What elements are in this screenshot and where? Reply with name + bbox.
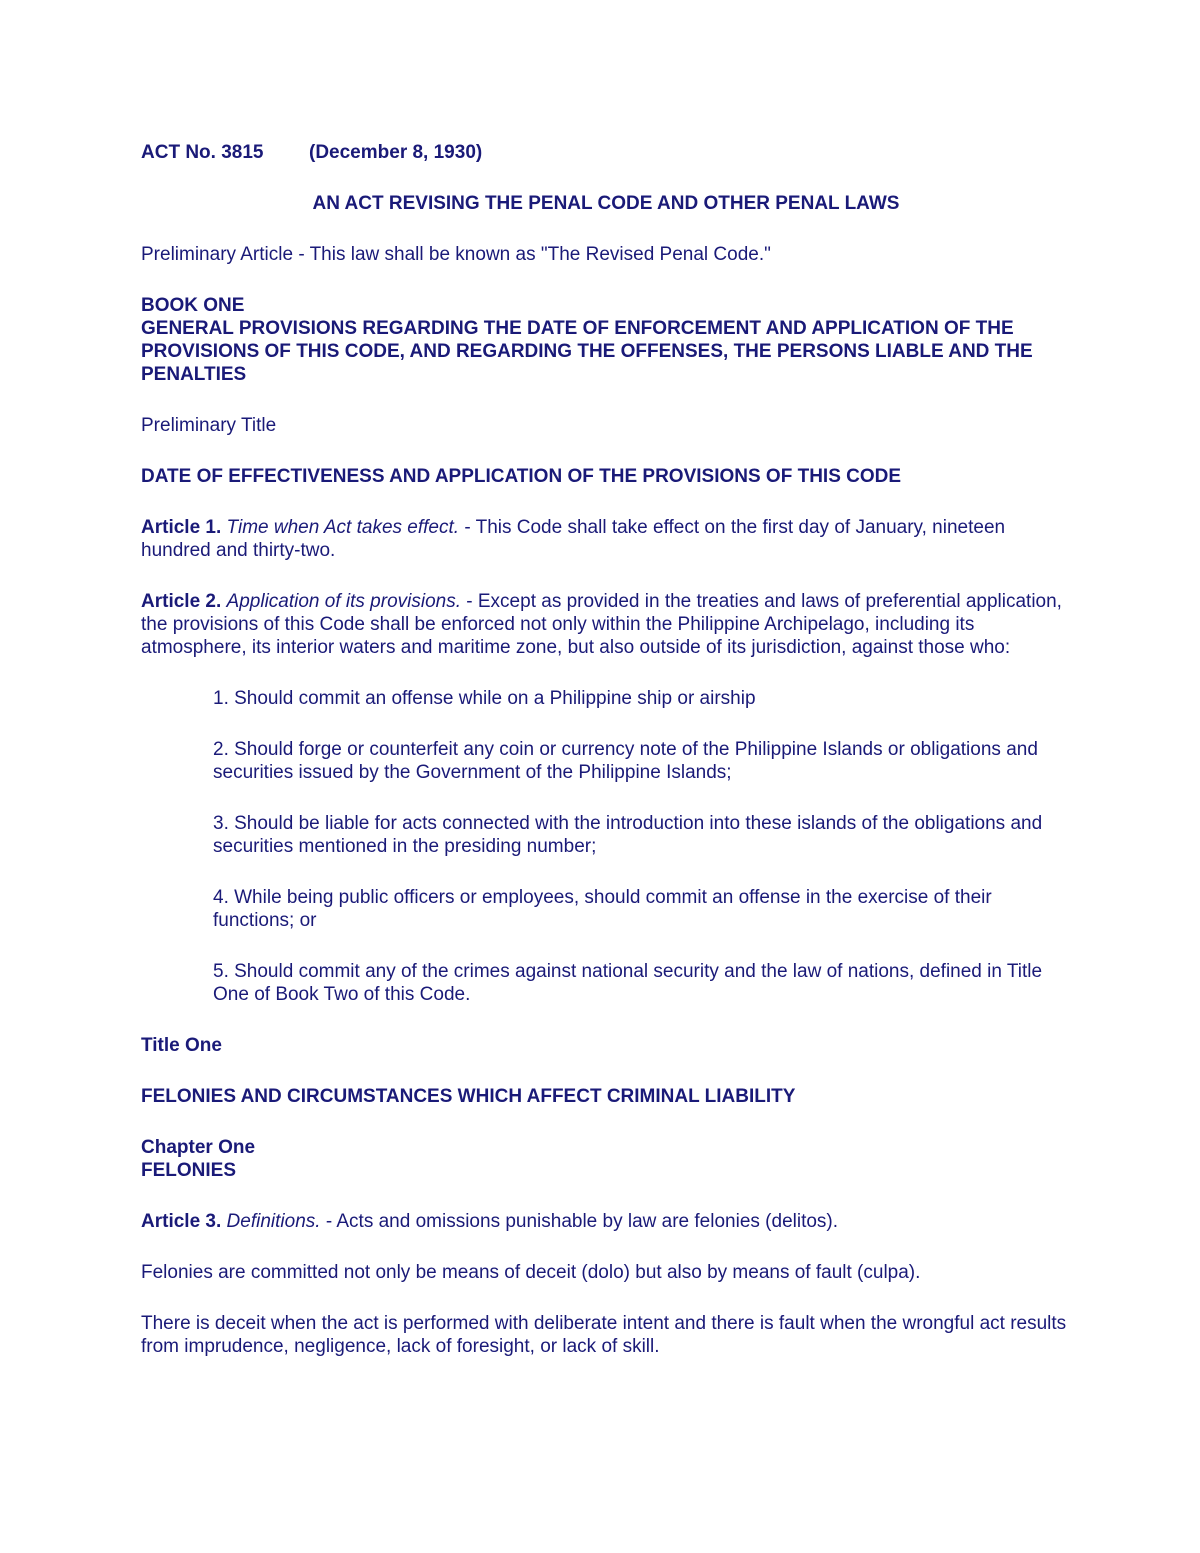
chapter-one-section (141, 1136, 1071, 1182)
article-2-caption: Application of its provisions. (226, 591, 461, 612)
act-header-line (141, 141, 1071, 164)
title-one-label: Title One (141, 1035, 222, 1056)
preliminary-title-label: Preliminary Title (141, 415, 277, 436)
preliminary-title-heading: DATE OF EFFECTIVENESS AND APPLICATION OF THE PROVISIONS OF THIS CODE (141, 466, 902, 487)
book-one-label: BOOK ONE (141, 295, 245, 316)
preliminary-article: Preliminary Article - This law shall be known as "The Revised Penal Code." (141, 244, 771, 265)
article-2 (141, 590, 1071, 659)
article-1-text: - This Code shall take effect on the first day of January, nineteen hundred and thirty-two. (141, 517, 1006, 561)
article-2-label: Article 2. (141, 591, 222, 612)
chapter-one-label: Chapter One (141, 1137, 256, 1158)
article-2-item-5: 5. Should commit any of the crimes against national security and the law of nations, defined in Title One of Book Two of this Code. (213, 961, 1043, 1005)
chapter-one-heading: FELONIES (141, 1160, 237, 1181)
article-2-item-1: 1. Should commit an offense while on a Philippine ship or airship (213, 688, 756, 709)
article-3-paragraph-1: Felonies are committed not only be means of deceit (dolo) but also by means of fault (culpa). (141, 1262, 921, 1283)
article-3 (141, 1210, 1071, 1233)
book-one-heading: GENERAL PROVISIONS REGARDING THE DATE OF ENFORCEMENT AND APPLICATION OF THE PROVISIONS OF THIS CODE, AND REGARDING THE OFFENSES, THE PERSONS LIABLE AND THE PENALTIES (141, 318, 1033, 385)
article-1-caption: Time when Act takes effect. (226, 517, 460, 538)
act-number: ACT No. 3815 (141, 142, 264, 163)
article-2-item-3: 3. Should be liable for acts connected with the introduction into these islands of the obligations and securities mentioned in the presiding number; (213, 813, 1043, 857)
article-3-text: - Acts and omissions punishable by law are felonies (delitos). (320, 1211, 839, 1232)
article-2-item-2: 2. Should forge or counterfeit any coin or currency note of the Philippine Islands or obligations and securities issued by the Government of the Philippine Islands; (213, 739, 1038, 783)
article-2-item-4: 4. While being public officers or employees, should commit an offense in the exercise of their functions; or (213, 887, 992, 931)
book-one-section (141, 294, 1071, 386)
article-1 (141, 516, 1071, 562)
act-title: AN ACT REVISING THE PENAL CODE AND OTHER PENAL LAWS (312, 193, 900, 214)
article-3-caption: Definitions. (226, 1211, 321, 1232)
act-date: (December 8, 1930) (309, 142, 483, 163)
article-1-label: Article 1. (141, 517, 222, 538)
article-3-label: Article 3. (141, 1211, 222, 1232)
document-page (141, 141, 1071, 1386)
article-3-paragraph-2: There is deceit when the act is performed with deliberate intent and there is fault when the wrongful act results from imprudence, negligence, lack of foresight, or lack of skill. (141, 1313, 1067, 1357)
title-one-heading: FELONIES AND CIRCUMSTANCES WHICH AFFECT CRIMINAL LIABILITY (141, 1086, 796, 1107)
article-2-text: - Except as provided in the treaties and laws of preferential application, the provisions of this Code shall be enforced not only within the Philippine Archipelago, including its atmosphere, its interior waters and maritime zone, but also outside of its jurisdiction, against those who: (141, 591, 1062, 658)
